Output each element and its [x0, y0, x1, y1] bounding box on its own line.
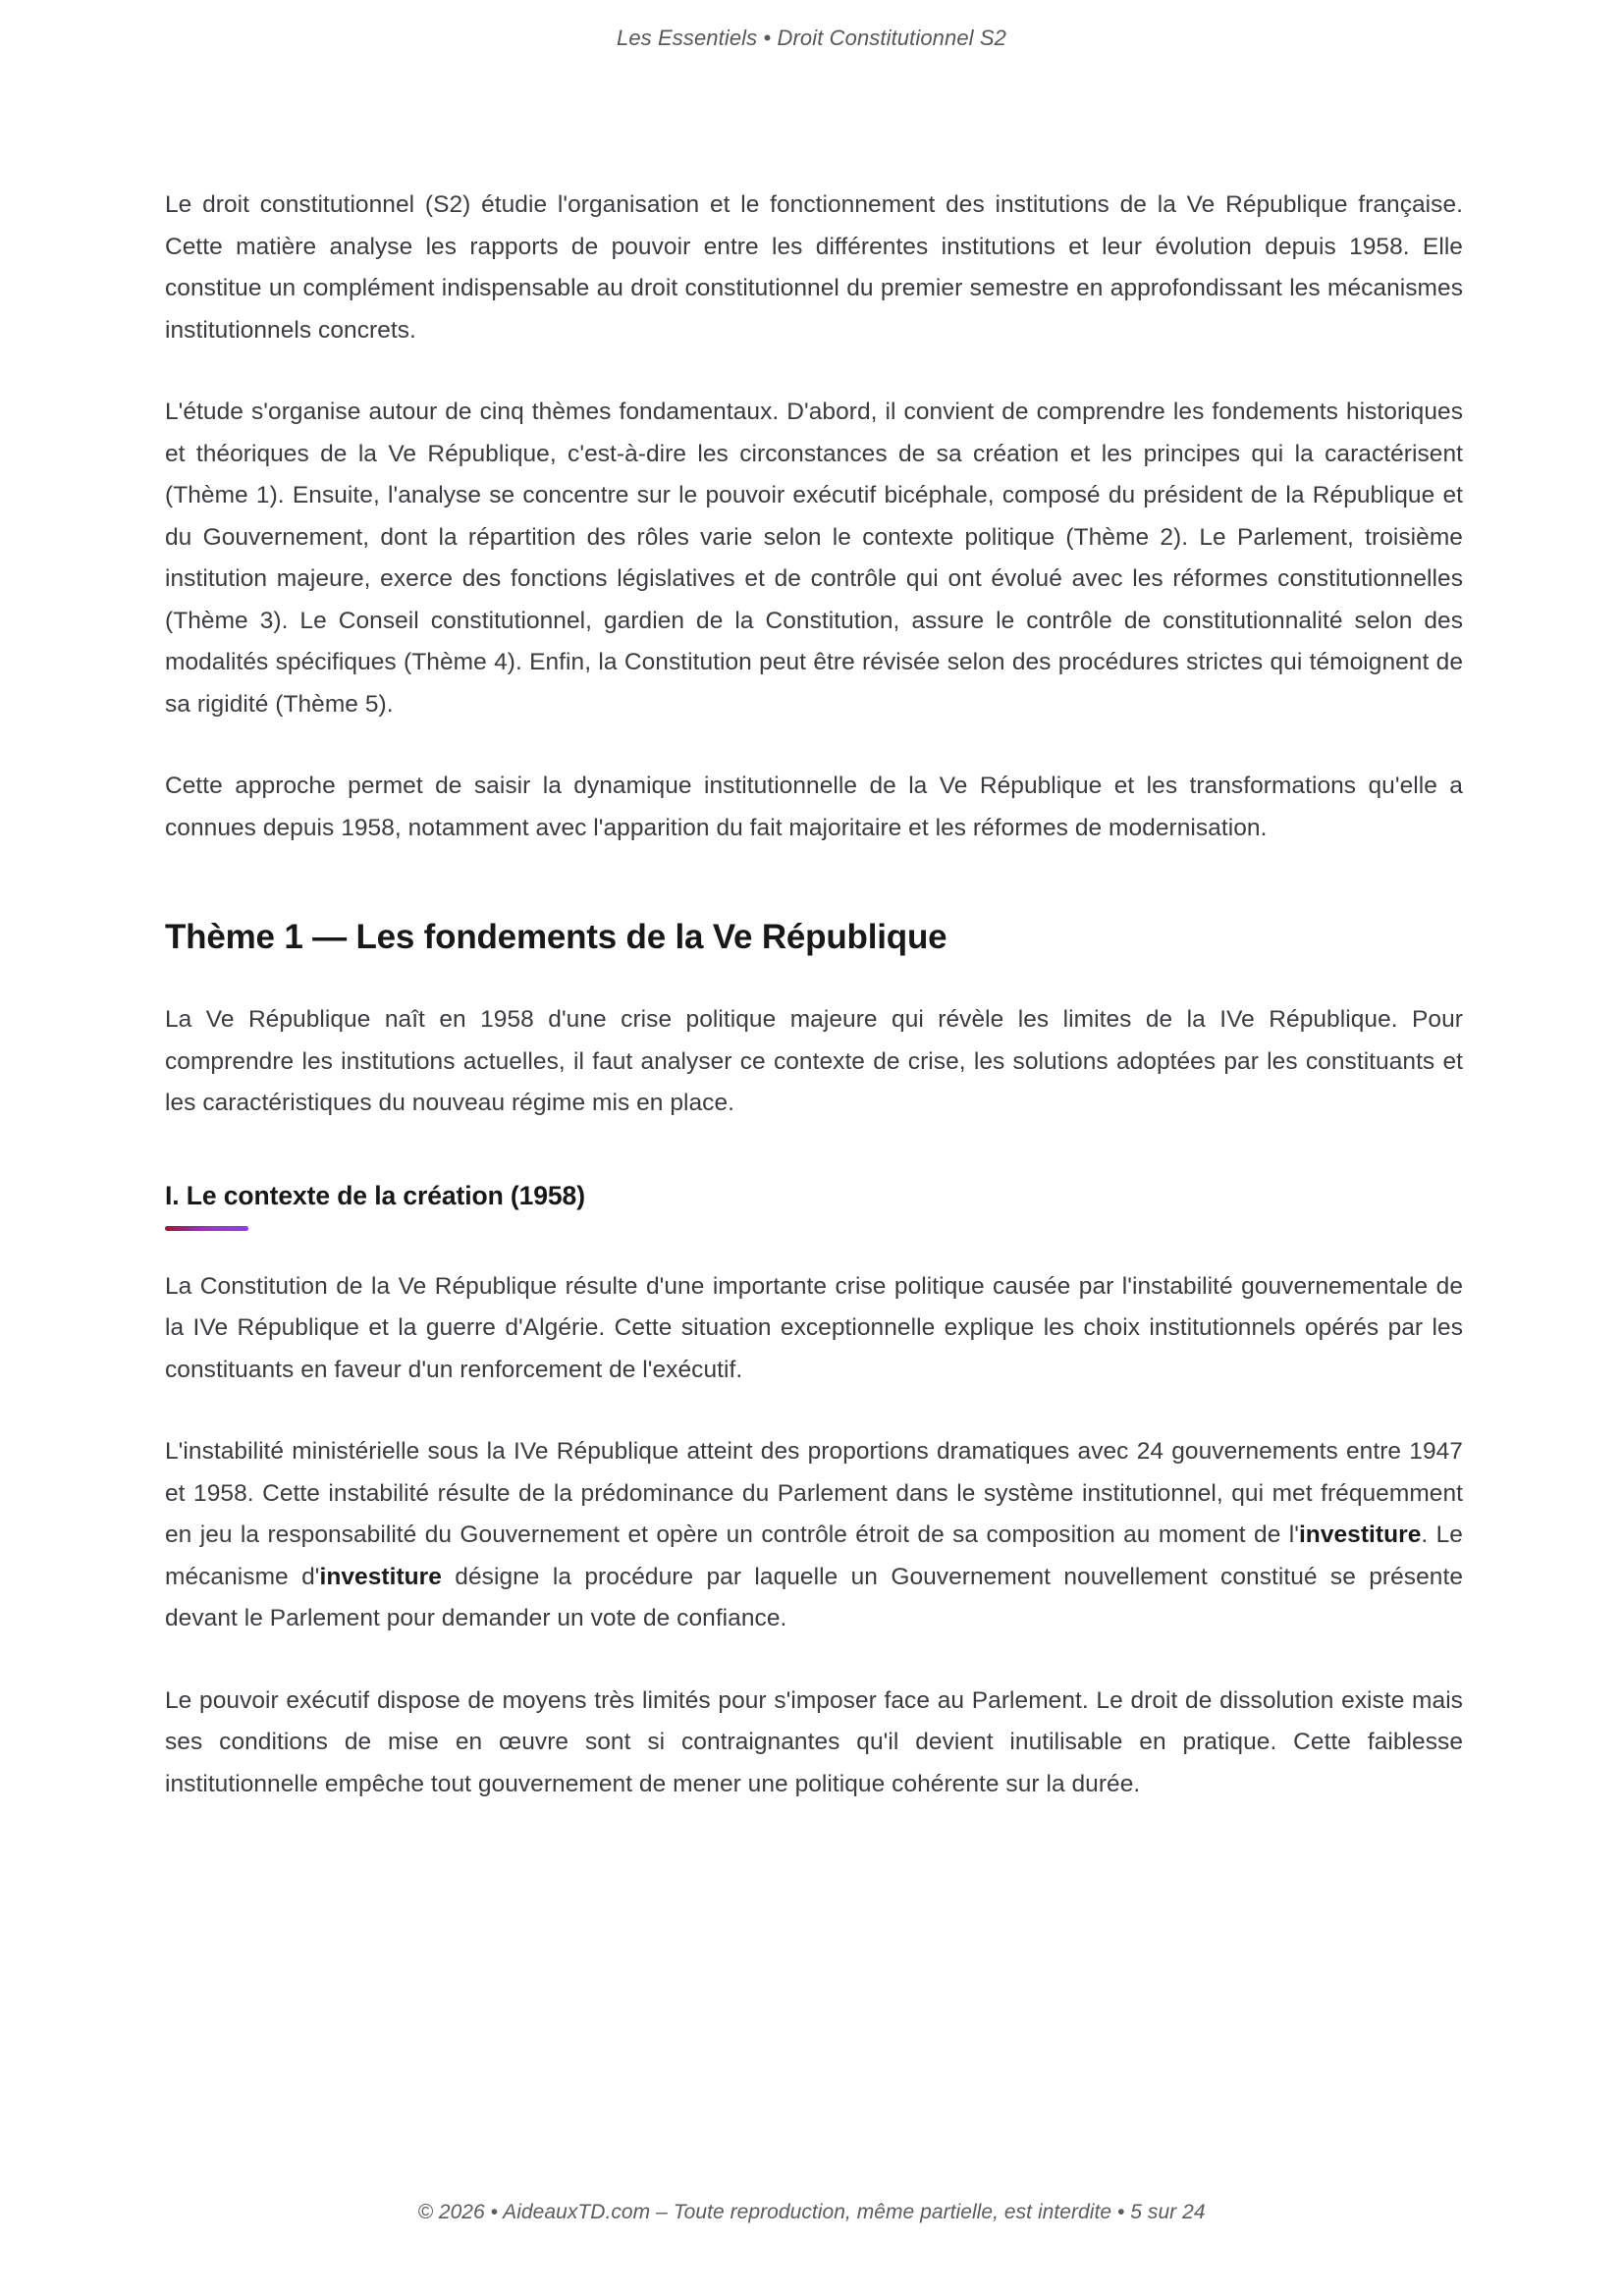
- document-content: [165, 185, 1463, 1805]
- glossary-term-investiture-1: investiture: [1298, 1522, 1422, 1548]
- glossary-term-investiture-2: investiture: [319, 1563, 442, 1590]
- intro-paragraph-3: Cette approche permet de saisir la dynamique institutionnelle de la Ve République et les transformations qu'elle a connues depuis 1958, notamment avec l'apparition du fait majoritaire et les réformes de modernisation.: [165, 773, 1463, 841]
- section-1-paragraph-1: La Constitution de la Ve République résulte d'une importante crise politique causée par l'instabilité gouvernementale de la IVe République et la guerre d'Algérie. Cette situation exceptionnelle explique les choix institutionnels opérés par les constituants en faveur d'un renforcement de l'exécutif.: [165, 1272, 1463, 1383]
- section-1-paragraph-2: [165, 1431, 1463, 1640]
- paragraph-2-text-part-2: . Le mécanisme d': [165, 1522, 1463, 1590]
- theme-intro-paragraph: La Ve République naît en 1958 d'une crise politique majeure qui révèle les limites de la IVe République. Pour comprendre les institutions actuelles, il faut analyser ce contexte de crise, les solutions adoptées par les constituants et les caractéristiques du nouveau régime mis en place.: [165, 1006, 1463, 1116]
- theme-heading: Thème 1 — Les fondements de la Ve République: [165, 918, 947, 956]
- intro-paragraph-2: L'étude s'organise autour de cinq thèmes fondamentaux. D'abord, il convient de comprendre les fondements historiques et théoriques de la Ve République, c'est-à-dire les circonstances de sa création et les principes qui la caractérisent (Thème 1). Ensuite, l'analyse se concentre sur le pouvoir exécutif bicéphale, composé du président de la République et du Gouvernement, dont la répartition des rôles varie selon le contexte politique (Thème 2). Le Parlement, troisième institution majeure, exerce des fonctions législatives et de contrôle qui ont évolué avec les réformes constitutionnelles (Thème 3). Le Conseil constitutionnel, gardien de la Constitution, assure le contrôle de constitutionnalité selon des modalités spécifiques (Thème 4). Enfin, la Constitution peut être révisée selon des procédures strictes qui témoignent de sa rigidité (Thème 5).: [165, 399, 1463, 718]
- intro-paragraph-1: Le droit constitutionnel (S2) étudie l'organisation et le fonctionnement des institutions de la Ve République française. Cette matière analyse les rapports de pouvoir entre les différentes institutions et leur évolution depuis 1958. Elle constitue un complément indispensable au droit constitutionnel du premier semestre en approfondissant les mécanismes institutionnels concrets.: [165, 191, 1463, 344]
- page-footer: © 2026 • AideauxTD.com – Toute reproduction, même partielle, est interdite • 5 sur 24: [417, 2201, 1206, 2223]
- running-header: Les Essentiels • Droit Constitutionnel S2: [617, 26, 1006, 50]
- paragraph-2-text-part-1: L'instabilité ministérielle sous la IVe République atteint des proportions dramatiques avec 24 gouvernements entre 1947 et 1958. Cette instabilité résulte de la prédominance du Parlement dans le système institutionnel, qui met fréquemment en jeu la responsabilité du Gouvernement et opère un contrôle étroit de sa composition au moment de l': [165, 1438, 1463, 1548]
- paragraph-2-text-part-3: désigne la procédure par laquelle un Gouvernement nouvellement constitué se présente devant le Parlement pour demander un vote de confiance.: [165, 1563, 1463, 1631]
- section-1-paragraph-3: Le pouvoir exécutif dispose de moyens très limités pour s'imposer face au Parlement. Le droit de dissolution existe mais ses conditions de mise en œuvre sont si contraignantes qu'il devient inutilisable en pratique. Cette faiblesse institutionnelle empêche tout gouvernement de mener une politique cohérente sur la durée.: [165, 1686, 1463, 1797]
- section-1-heading: I. Le contexte de la création (1958): [165, 1180, 585, 1210]
- accent-underline-rule: [165, 1226, 248, 1231]
- section-heading-block: [165, 1179, 1463, 1231]
